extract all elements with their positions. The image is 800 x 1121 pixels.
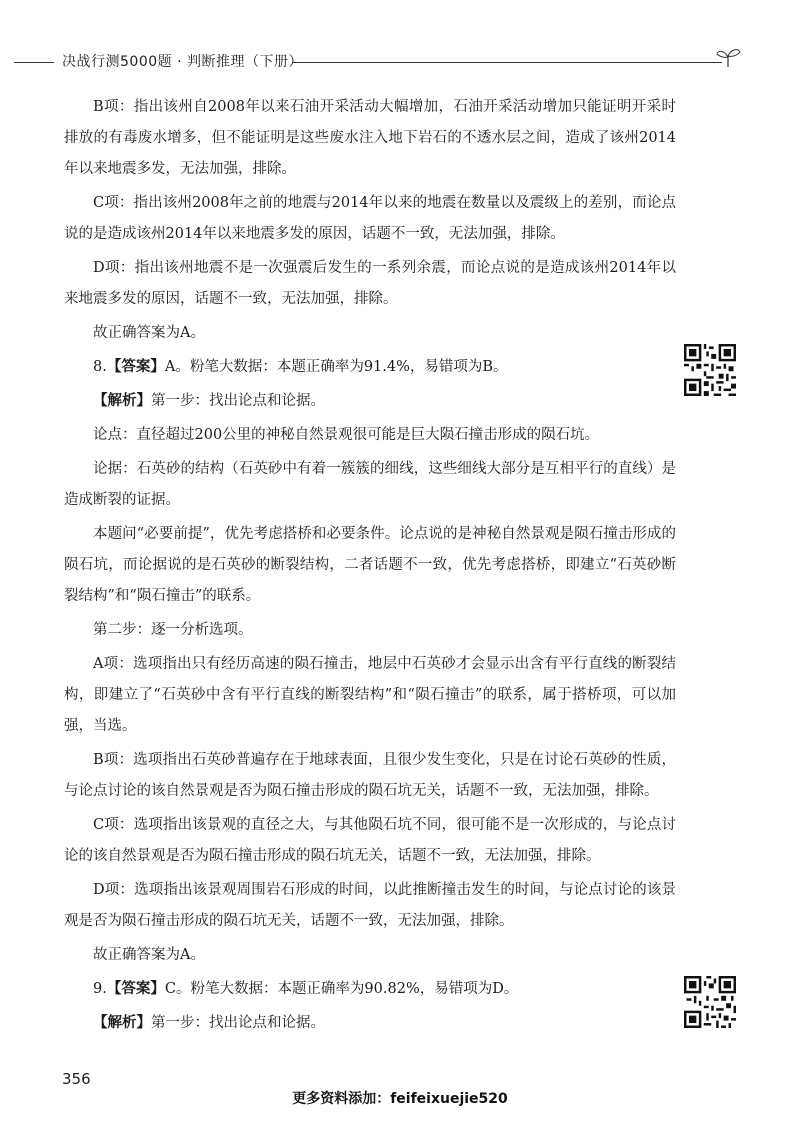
answer-9-number: 9.	[93, 981, 107, 997]
sprout-icon	[714, 46, 742, 68]
book-title: 决战行测5000题 · 判断推理（下册）	[62, 54, 303, 70]
page-body	[64, 92, 676, 1042]
answer-9-text: C。粉笔大数据：本题正确率为90.82%，易错项为D。	[164, 981, 519, 997]
analysis-8-text: 第一步：找出论点和论据。	[151, 393, 325, 409]
answer-8-tag: 【答案】	[106, 359, 165, 375]
paragraph-option-d: D项：指出该州地震不是一次强震后发生的一系列余震，而论点说的是造成该州2014年以来地震多发的原因，话题不一致，无法加强，排除。	[64, 260, 676, 307]
running-header	[0, 46, 800, 76]
answer-8-number: 8.	[93, 359, 107, 375]
answer-8-text: A。粉笔大数据：本题正确率为91.4%，易错项为B。	[164, 359, 508, 375]
header-rule-right	[292, 62, 722, 63]
answer-9-tag: 【答案】	[106, 981, 165, 997]
page-number: 356	[62, 1070, 91, 1088]
header-rule-left	[14, 62, 54, 63]
paragraph-option-c: C项：指出该州2008年之前的地震与2014年以来的地震在数量以及震级上的差别，而论点说的是造成该州2014年以来地震多发的原因，话题不一致，无法加强，排除。	[64, 195, 676, 242]
footer-note: 更多资料添加：feifeixuejie520	[292, 1091, 508, 1107]
qr-code-icon[interactable]	[684, 344, 736, 396]
answer-9	[64, 974, 676, 1005]
paragraph-answer-conclusion-8: 故正确答案为A。	[93, 947, 205, 963]
paragraph-step-two: 第二步：逐一分析选项。	[93, 622, 253, 638]
paragraph-question-type: 本题问“必要前提”，优先考虑搭桥和必要条件。论点说的是神秘自然景观是陨石撞击形成的陨石坑，而论据说的是石英砂的断裂结构，二者话题不一致，优先考虑搭桥，即建立“石英砂断裂结构”和“陨石撞击”的联系。	[64, 526, 676, 604]
paragraph-option-d-8: D项：选项指出该景观周围岩石形成的时间，以此推断撞击发生的时间，与论点讨论的该景观是否为陨石撞击形成的陨石坑无关，话题不一致，无法加强，排除。	[64, 882, 676, 929]
paragraph-evidence: 论据：石英砂的结构（石英砂中有着一簇簇的细线，这些细线大部分是互相平行的直线）是造成断裂的证据。	[64, 461, 676, 508]
analysis-9-text: 第一步：找出论点和论据。	[151, 1015, 325, 1031]
paragraph-option-b-8: B项：选项指出石英砂普遍存在于地球表面，且很少发生变化，只是在讨论石英砂的性质，与论点讨论的该自然景观是否为陨石撞击形成的陨石坑无关，话题不一致，无法加强，排除。	[64, 752, 676, 799]
paragraph-answer-conclusion-7: 故正确答案为A。	[93, 325, 205, 341]
paragraph-option-b: B项：指出该州自2008年以来石油开采活动大幅增加，石油开采活动增加只能证明开采时排放的有毒废水增多，但不能证明是这些废水注入地下岩石的不透水层之间，造成了该州2014年以来地震多发，无法加强，排除。	[64, 99, 676, 177]
paragraph-argument: 论点：直径超过200公里的神秘自然景观很可能是巨大陨石撞击形成的陨石坑。	[93, 427, 600, 443]
paragraph-option-a-8: A项：选项指出只有经历高速的陨石撞击，地层中石英砂才会显示出含有平行直线的断裂结构，即建立了“石英砂中含有平行直线的断裂结构”和“陨石撞击”的联系，属于搭桥项，可以加强，当选。	[64, 656, 676, 734]
qr-code-icon[interactable]	[684, 976, 736, 1028]
answer-8	[64, 352, 676, 383]
analysis-8	[64, 386, 676, 417]
analysis-8-tag: 【解析】	[93, 393, 151, 409]
analysis-9-tag: 【解析】	[93, 1015, 151, 1031]
paragraph-option-c-8: C项：选项指出该景观的直径之大，与其他陨石坑不同，很可能不是一次形成的，与论点讨论的该自然景观是否为陨石撞击形成的陨石坑无关，话题不一致，无法加强，排除。	[64, 817, 676, 864]
analysis-9	[64, 1008, 676, 1039]
